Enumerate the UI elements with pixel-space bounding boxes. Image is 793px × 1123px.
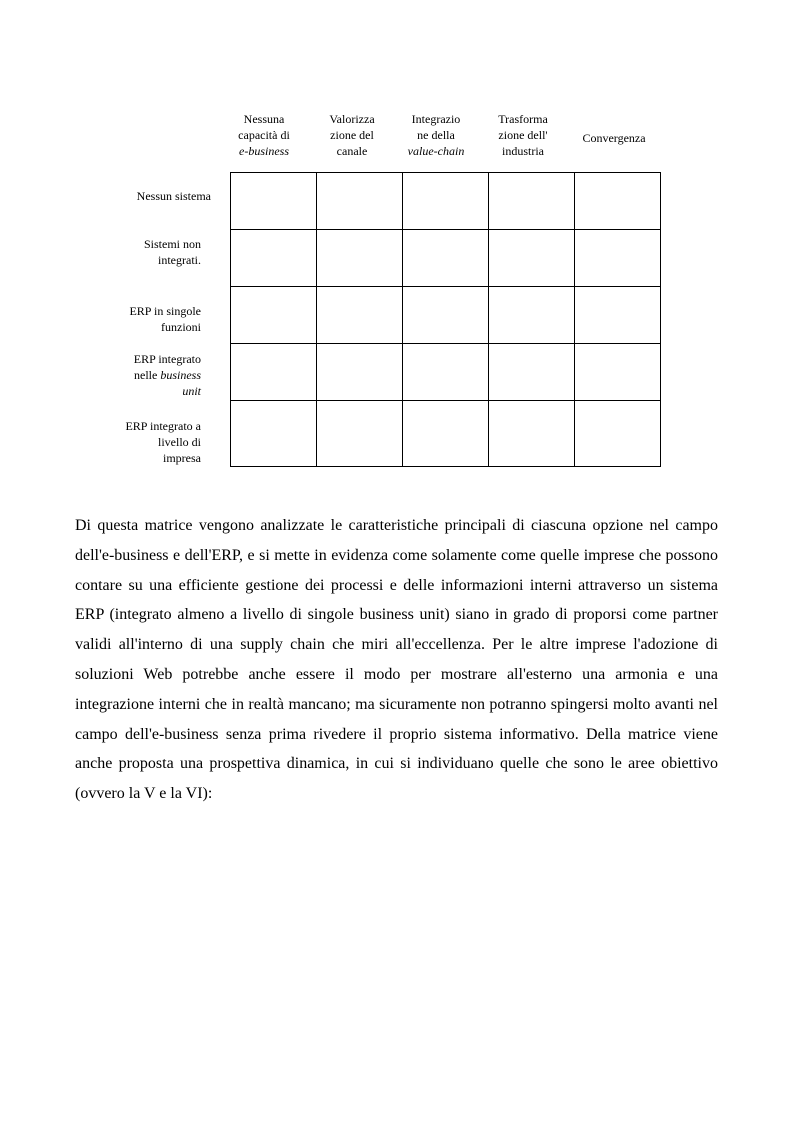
matrix-cell — [403, 230, 489, 287]
matrix-cell — [317, 173, 403, 230]
matrix-cell — [489, 173, 575, 230]
matrix-cell — [489, 287, 575, 344]
matrix-row — [231, 230, 661, 287]
column-header-convergenza — [568, 130, 660, 146]
row-label-line: Nessun sistema — [136, 189, 211, 203]
matrix-cell — [575, 173, 661, 230]
column-header-trasformazione — [477, 111, 569, 159]
column-header-integrazione — [390, 111, 482, 159]
matrix-row — [231, 344, 661, 401]
row-label-sistemi-non-integrati — [91, 236, 201, 268]
column-header-line: industria — [502, 144, 544, 158]
row-label-line: integrati. — [158, 253, 201, 267]
matrix-cell — [489, 401, 575, 467]
column-header-line: Nessuna — [243, 112, 285, 126]
row-label-nessun-sistema — [71, 188, 211, 204]
column-header-line: capacità di — [238, 128, 290, 142]
row-label-italic: business — [160, 368, 201, 382]
row-label-line: ERP integrato a — [125, 419, 201, 433]
row-label-line: impresa — [163, 451, 201, 465]
matrix-row — [231, 401, 661, 467]
matrix-cell — [317, 401, 403, 467]
matrix-cell — [403, 287, 489, 344]
row-label-erp-impresa — [91, 418, 201, 466]
row-label-line: unit — [182, 384, 201, 398]
row-label-line: funzioni — [161, 320, 201, 334]
matrix-row — [231, 287, 661, 344]
column-header-line: Convergenza — [582, 131, 646, 145]
matrix-row — [231, 173, 661, 230]
matrix-cell — [403, 401, 489, 467]
matrix-cell — [575, 287, 661, 344]
row-label-line: Sistemi non — [143, 237, 201, 251]
matrix-cell — [231, 344, 317, 401]
matrix-cell — [231, 230, 317, 287]
matrix-cell — [403, 344, 489, 401]
matrix-cell — [317, 344, 403, 401]
matrix-cell — [575, 344, 661, 401]
row-label-line: nelle business — [134, 368, 201, 382]
matrix-cell — [575, 230, 661, 287]
matrix-cell — [231, 173, 317, 230]
matrix-cell — [575, 401, 661, 467]
matrix-cell — [403, 173, 489, 230]
column-header-line: zione dell' — [498, 128, 548, 142]
column-header-line: e-business — [239, 144, 289, 158]
matrix-cell — [317, 287, 403, 344]
column-header-nessuna-capacita — [218, 111, 310, 159]
row-label-line: ERP integrato — [133, 352, 201, 366]
column-header-valorizzazione — [306, 111, 398, 159]
column-header-line: value-chain — [407, 144, 465, 158]
ebusiness-erp-matrix — [230, 172, 661, 467]
matrix-cell — [489, 344, 575, 401]
row-label-line: ERP in singole — [129, 304, 201, 318]
row-label-erp-business-unit — [91, 351, 201, 399]
matrix-cell — [231, 401, 317, 467]
matrix-cell — [489, 230, 575, 287]
row-label-line: livello di — [158, 435, 201, 449]
body-paragraph: Di questa matrice vengono analizzate le caratteristiche principali di ciascuna opzione nel campo dell'e-business e dell'ERP, e si mette in evidenza come solamente come quelle imprese che possono contare su una efficiente gestione dei processi e delle informazioni interni attraverso un sistema ERP (integrato almeno a livello di singole business unit) siano in grado di proporsi come partner validi all'interno di una supply chain che miri all'eccellenza. Per le altre imprese l'adozione di soluzioni Web potrebbe anche essere il modo per mostrare all'esterno una armonia e una integrazione interni che in realtà mancano; ma sicuramente non potranno spingersi molto avanti nel campo dell'e-business senza prima rivedere il proprio sistema informativo. Della matrice viene anche proposta una prospettiva dinamica, in cui si individuano quelle che sono le aree obiettivo (ovvero la V e la VI): — [75, 517, 718, 803]
column-header-line: ne della — [417, 128, 455, 142]
column-header-line: Trasforma — [498, 112, 548, 126]
column-header-line: Valorizza — [329, 112, 375, 126]
row-label-erp-singole-funzioni — [91, 303, 201, 335]
matrix-cell — [317, 230, 403, 287]
column-header-line: Integrazio — [411, 112, 461, 126]
column-header-line: canale — [336, 144, 368, 158]
column-header-line: zione del — [330, 128, 374, 142]
matrix-cell — [231, 287, 317, 344]
